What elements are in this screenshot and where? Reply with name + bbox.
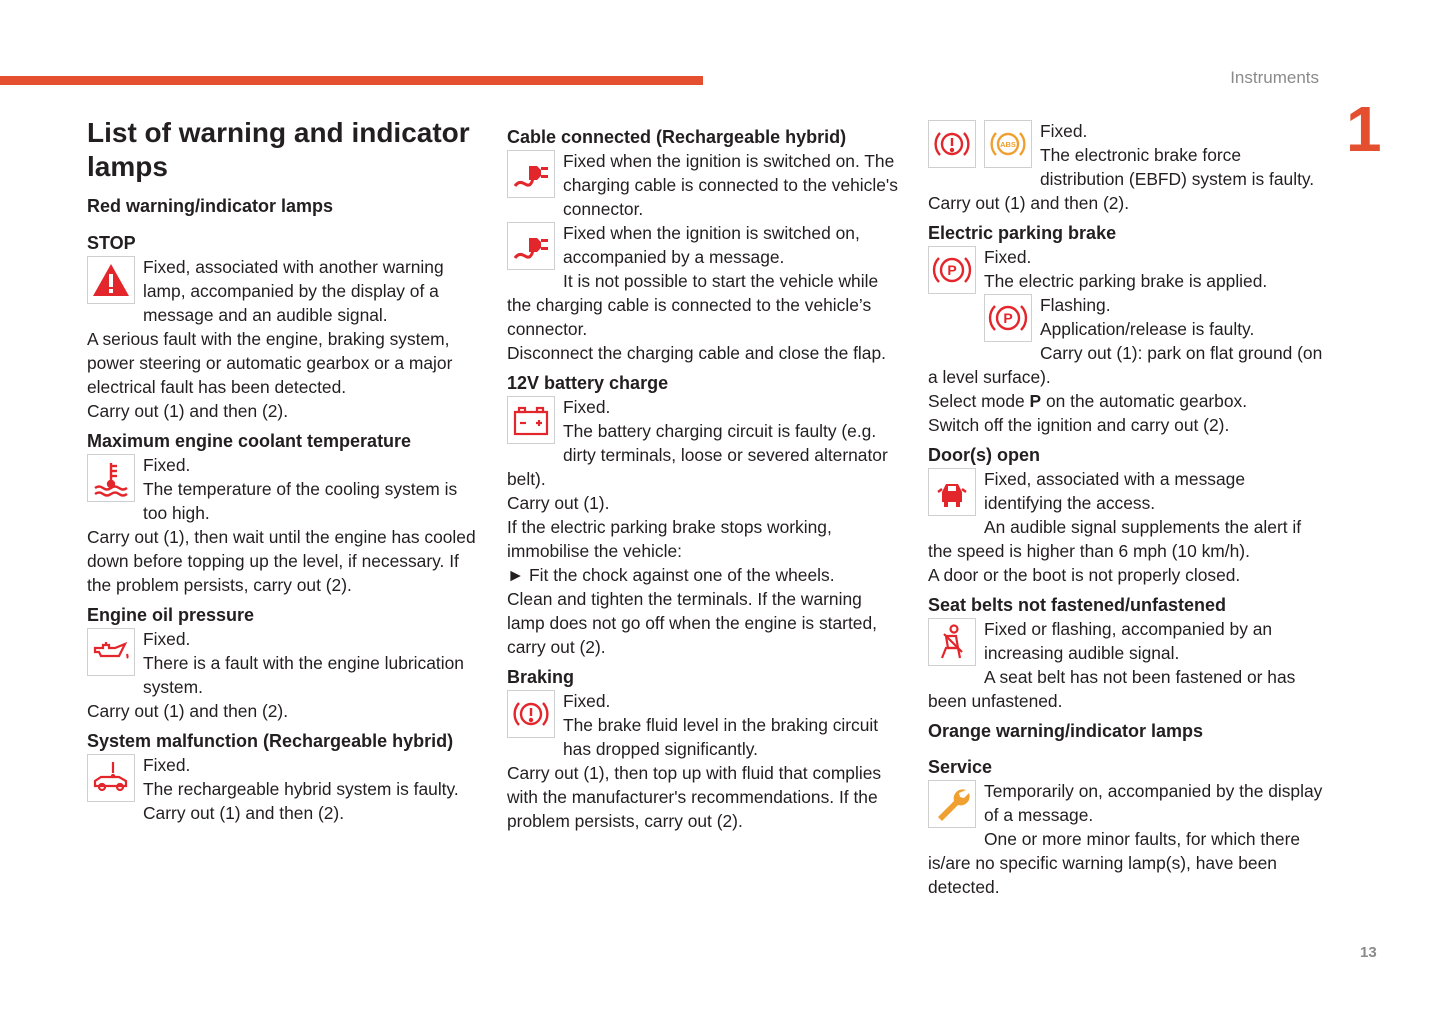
lamp-description: Fixed when the ignition is switched on. The charging cable is connected to the vehicle's connector. xyxy=(563,151,898,219)
lamp-heading: Service xyxy=(928,757,993,777)
paragraph: Carry out (1) and then (2). xyxy=(87,701,289,721)
subsection-heading: Orange warning/indicator lamps xyxy=(928,721,1204,741)
lamp-heading: Engine oil pressure xyxy=(87,605,255,625)
lamp-description: Fixed, associated with another warning lamp, accompanied by the display of a message and an audible signal. xyxy=(143,257,444,325)
lamp-entry xyxy=(507,221,902,269)
paragraph: Switch off the ignition and carry out (2). xyxy=(928,415,1230,435)
lamp-description: The rechargeable hybrid system is faulty. xyxy=(143,779,459,799)
lamp-heading: Braking xyxy=(507,667,575,687)
lamp-heading: STOP xyxy=(87,233,136,253)
hybrid-malfunction-icon xyxy=(87,754,135,802)
paragraph: It is not possible to start the vehicle while the charging cable is connected to the vehicle’s connector. xyxy=(507,271,879,339)
paragraph xyxy=(928,389,1323,413)
parking-brake-icon xyxy=(928,246,976,294)
section-label: Instruments xyxy=(1230,68,1319,87)
lamp-description: Fixed. xyxy=(1040,121,1088,141)
lamp-description: The electric parking brake is applied. xyxy=(984,271,1268,291)
paragraph: ► Fit the chock against one of the wheels. xyxy=(507,565,835,585)
lamp-description: Application/release is faulty. xyxy=(1040,319,1255,339)
lamp-entry xyxy=(87,453,482,525)
column-1 xyxy=(87,116,482,825)
lamp-icons xyxy=(507,150,555,198)
svg-text:P: P xyxy=(947,262,957,278)
lamp-entry xyxy=(928,293,1323,341)
warning-triangle-icon xyxy=(87,256,135,304)
lamp-icons xyxy=(507,396,555,444)
lamp-entry xyxy=(87,627,482,699)
lamp-description: There is a fault with the engine lubrication system. xyxy=(143,653,464,697)
lamp-icons xyxy=(87,256,135,304)
seatbelt-icon xyxy=(928,618,976,666)
bold-text: P xyxy=(1029,391,1042,411)
svg-text:P: P xyxy=(1003,310,1013,326)
charging-plug-icon xyxy=(507,222,555,270)
lamp-entry xyxy=(87,255,482,327)
text-span: Select mode xyxy=(928,391,1030,411)
lamp-entry xyxy=(507,395,902,491)
lamp-entry xyxy=(928,245,1323,293)
lamp-description: Fixed. xyxy=(984,247,1032,267)
paragraph: Carry out (1) and then (2). xyxy=(928,193,1130,213)
brake-red-icon xyxy=(928,120,976,168)
battery-icon xyxy=(507,396,555,444)
lamp-description: Fixed. xyxy=(143,455,191,475)
lamp-entry xyxy=(928,467,1323,515)
lamp-heading: Electric parking brake xyxy=(928,223,1117,243)
paragraph: Clean and tighten the terminals. If the warning lamp does not go off when the engine is started, carry out (2). xyxy=(507,589,877,657)
lamp-description: The battery charging circuit is faulty (e.g. dirty terminals, loose or severed alternator belt). xyxy=(507,421,888,489)
paragraph: A seat belt has not been fastened or has been unfastened. xyxy=(928,667,1296,711)
coolant-temperature-icon xyxy=(87,454,135,502)
lamp-icons xyxy=(87,754,135,802)
lamp-icons xyxy=(87,454,135,502)
subsection-heading: Red warning/indicator lamps xyxy=(87,196,334,216)
lamp-description: Fixed when the ignition is switched on, accompanied by a message. xyxy=(563,223,860,267)
lamp-icons xyxy=(928,780,976,828)
wrench-icon xyxy=(928,780,976,828)
paragraph: Carry out (1) and then (2). xyxy=(87,401,289,421)
paragraph: Carry out (1), then wait until the engine has cooled down before topping up the level, if necessary. If the problem persists, carry out (2). xyxy=(87,527,476,595)
parking-brake-icon xyxy=(984,294,1032,342)
lamp-description: Flashing. xyxy=(1040,295,1111,315)
lamp-description: Fixed. xyxy=(143,629,191,649)
paragraph: An audible signal supplements the alert if the speed is higher than 6 mph (10 km/h). xyxy=(928,517,1302,561)
lamp-entry xyxy=(928,617,1323,665)
lamp-entry xyxy=(928,779,1323,827)
paragraph: Disconnect the charging cable and close the flap. xyxy=(507,343,886,363)
lamp-description: Fixed. xyxy=(563,397,611,417)
lamp-description: Fixed or flashing, accompanied by an increasing audible signal. xyxy=(984,619,1273,663)
column-2 xyxy=(507,119,902,833)
lamp-entry xyxy=(928,119,1323,191)
lamp-entry xyxy=(507,689,902,761)
lamp-description: The electronic brake force distribution (EBFD) system is faulty. xyxy=(1040,145,1315,189)
column-3 xyxy=(928,119,1323,899)
lamp-icons xyxy=(928,618,976,666)
svg-text:ABS: ABS xyxy=(1000,140,1016,149)
page-title: List of warning and indicator lamps xyxy=(87,117,470,182)
lamp-heading: Maximum engine coolant temperature xyxy=(87,431,412,451)
paragraph: A door or the boot is not properly closed. xyxy=(928,565,1241,585)
paragraph: Carry out (1): park on flat ground (on a level surface). xyxy=(928,343,1323,387)
lamp-icons xyxy=(507,222,555,270)
lamp-description: Temporarily on, accompanied by the display of a message. xyxy=(984,781,1323,825)
paragraph: Carry out (1). xyxy=(507,493,610,513)
lamp-description: Fixed, associated with a message identifying the access. xyxy=(984,469,1245,513)
lamp-heading: Seat belts not fastened/unfastened xyxy=(928,595,1227,615)
page-number: 13 xyxy=(1360,944,1377,961)
paragraph: A serious fault with the engine, braking system, power steering or automatic gearbox or a major electrical fault has been detected. xyxy=(87,329,453,397)
lamp-heading: Door(s) open xyxy=(928,445,1040,465)
lamp-icons xyxy=(87,628,135,676)
lamp-description: Fixed. xyxy=(563,691,611,711)
text-span: on the automatic gearbox. xyxy=(1041,391,1248,411)
lamp-icons xyxy=(928,120,1032,168)
paragraph: One or more minor faults, for which there is/are no specific warning lamp(s), have been detected. xyxy=(928,829,1301,897)
chapter-number: 1 xyxy=(1346,93,1382,165)
charging-plug-icon xyxy=(507,150,555,198)
door-open-icon xyxy=(928,468,976,516)
lamp-entry xyxy=(87,753,482,801)
brake-red-icon xyxy=(507,690,555,738)
paragraph: If the electric parking brake stops working, immobilise the vehicle: xyxy=(507,517,832,561)
lamp-description: The brake fluid level in the braking circuit has dropped significantly. xyxy=(563,715,879,759)
lamp-icons xyxy=(984,294,1032,342)
lamp-heading: System malfunction (Rechargeable hybrid) xyxy=(87,731,454,751)
lamp-description: Fixed. xyxy=(143,755,191,775)
header-accent-bar xyxy=(0,76,703,85)
lamp-icons xyxy=(507,690,555,738)
abs-orange-icon xyxy=(984,120,1032,168)
lamp-icons xyxy=(928,246,976,294)
lamp-heading: 12V battery charge xyxy=(507,373,669,393)
lamp-entry xyxy=(507,149,902,221)
paragraph: Carry out (1), then top up with fluid that complies with the manufacturer's recommendations. If the problem persists, carry out (2). xyxy=(507,763,882,831)
lamp-icons xyxy=(928,468,976,516)
lamp-description: The temperature of the cooling system is too high. xyxy=(143,479,458,523)
paragraph: Carry out (1) and then (2). xyxy=(143,803,345,823)
oil-pressure-icon xyxy=(87,628,135,676)
lamp-heading: Cable connected (Rechargeable hybrid) xyxy=(507,127,847,147)
